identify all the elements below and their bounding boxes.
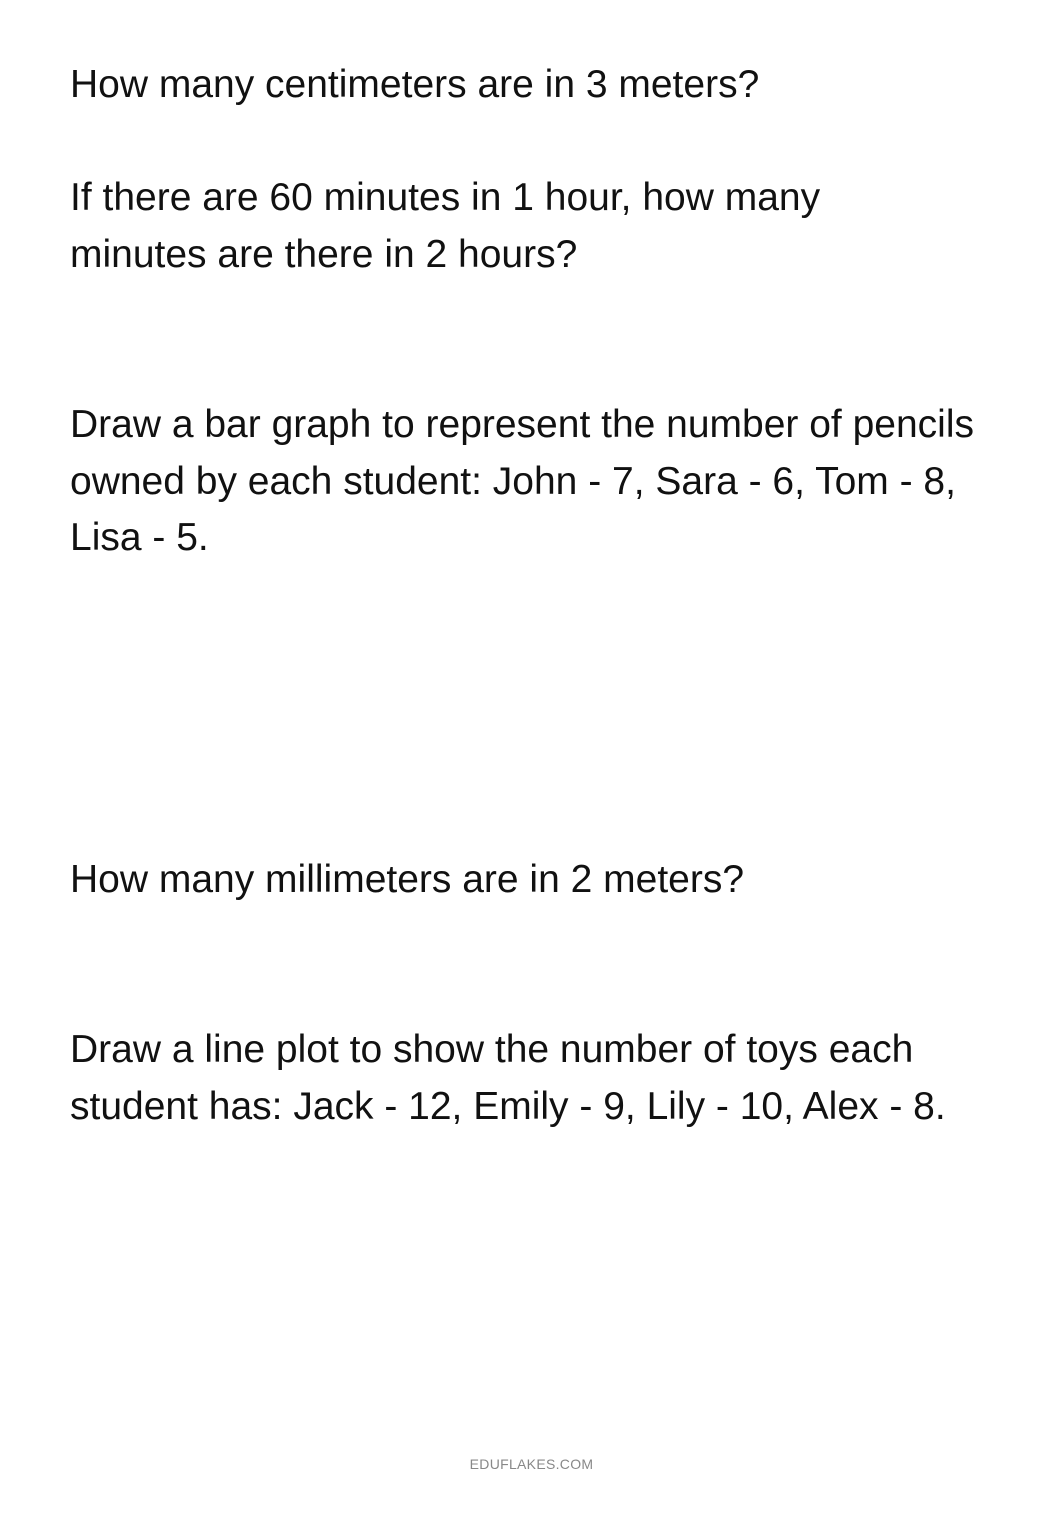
question-2: If there are 60 minutes in 1 hour, how many minutes are there in 2 hours?	[70, 176, 821, 276]
question-3: Draw a bar graph to represent the number of pencils owned by each student: John - 7, Sara - 6, Tom - 8, Lisa - 5.	[70, 403, 974, 559]
question-1: How many centimeters are in 3 meters?	[70, 63, 760, 106]
question-5: Draw a line plot to show the number of toys each student has: Jack - 12, Emily - 9, Lily - 10, Alex - 8.	[70, 1028, 946, 1128]
footer-watermark: EDUFLAKES.COM	[469, 1456, 594, 1472]
question-4: How many millimeters are in 2 meters?	[70, 858, 745, 901]
